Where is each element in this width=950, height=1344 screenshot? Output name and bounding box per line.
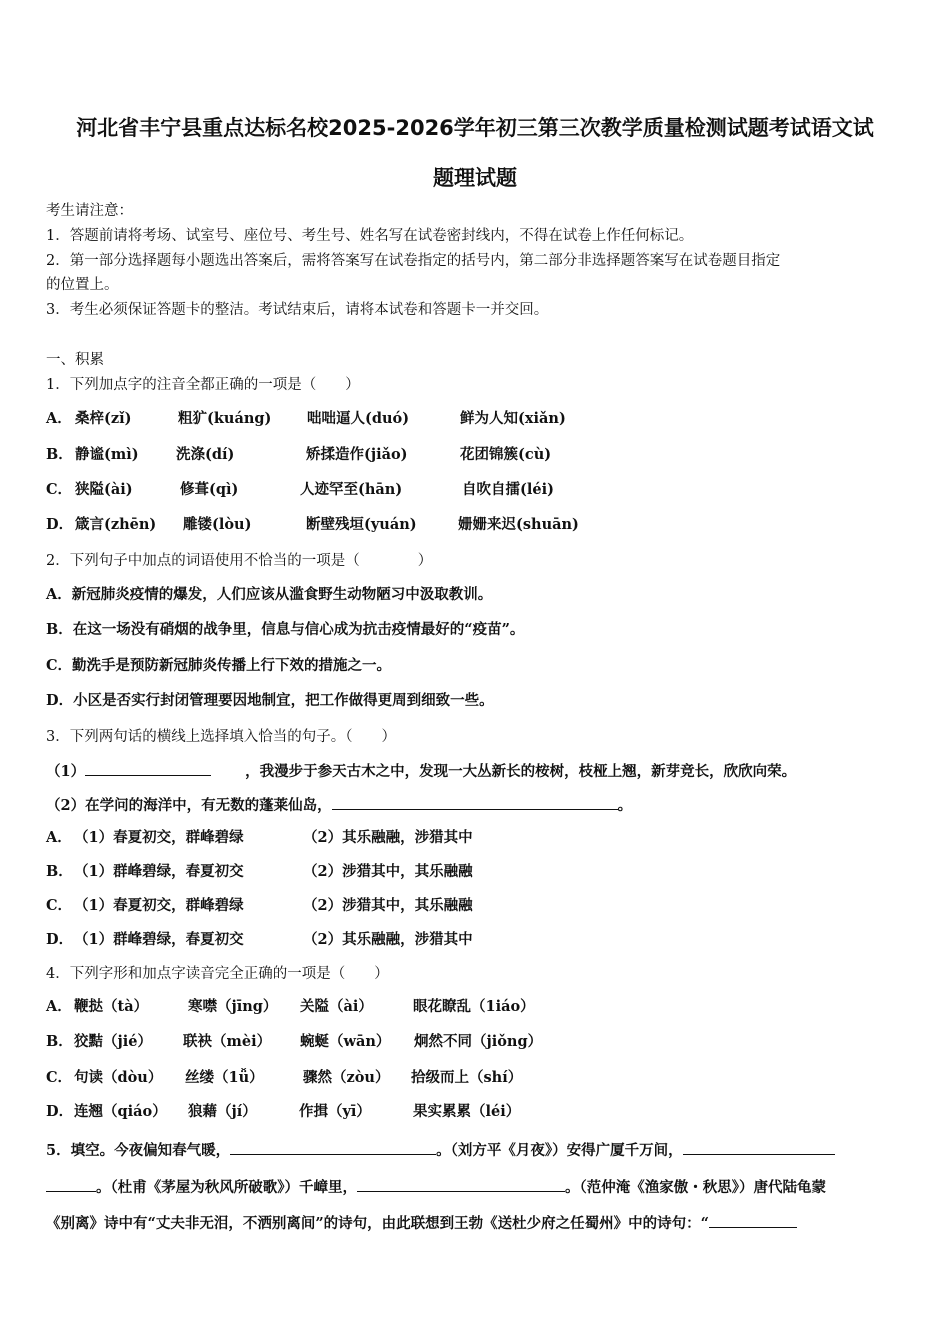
q5-text: 。（杜甫《茅屋为秋风所破歌》）千嶂里， (96, 1179, 357, 1196)
option-item: 断壁残垣(yuán) (306, 516, 417, 533)
q5-text: 。（刘方平《月夜》）安得广厦千万间， (436, 1142, 683, 1159)
q2-option-b: B．在这一场没有硝烟的战争里，信息与信心成为抗击疫情最好的“疫苗”。 (46, 621, 525, 638)
option-item: 狡黠（jié） (74, 1033, 152, 1050)
option-item: 鞭挞（tà） (74, 998, 149, 1015)
notice-item-1: 1．答题前请将考场、试室号、座位号、考生号、姓名写在试卷密封线内，不得在试卷上作任何标记。 (46, 228, 694, 244)
option-part-2: （2）涉猎其中，其乐融融 (303, 863, 473, 880)
option-part-1: （1）春夏初交，群峰碧绿 (74, 897, 244, 914)
option-label: B． (46, 1033, 73, 1050)
q3-stem: 3．下列两句话的横线上选择填入恰当的句子。（ ） (46, 729, 396, 745)
q5-text: 5．填空。今夜偏知春气暖， (46, 1142, 231, 1159)
option-label: A． (46, 410, 72, 427)
notice-item-2-cont: 的位置上。 (46, 277, 119, 293)
sentence-prefix: （2）在学问的海洋中，有无数的蓬莱仙岛， (46, 797, 332, 814)
q3-sentence-2 (46, 795, 632, 816)
page-title-line1: 河北省丰宁县重点达标名校2025-2026学年初三第三次教学质量检测试题考试语文试 (76, 116, 874, 140)
option-item: 箴言(zhēn) (75, 516, 157, 533)
option-item: 联袂（mèi） (183, 1033, 272, 1050)
option-item: 连翘（qiáo） (74, 1103, 167, 1120)
option-part-1: （1）春夏初交，群峰碧绿 (74, 829, 244, 846)
option-item: 姗姗来迟(shuān) (458, 516, 579, 533)
notice-item-2: 2．第一部分选择题每小题选出答案后，需将答案写在试卷指定的括号内，第二部分非选择题答案写在试卷题目指定 (46, 253, 781, 269)
sentence-suffix: 。 (617, 797, 633, 814)
option-item: 寒噤（jīng） (188, 998, 278, 1015)
fill-blank[interactable] (357, 1177, 565, 1192)
option-item: 关隘（ài） (300, 998, 373, 1015)
option-item: 炯然不同（jiǒng） (414, 1033, 543, 1050)
sentence-prefix: （1） (46, 763, 86, 780)
option-label: C． (46, 897, 73, 914)
q2-stem: 2．下列句子中加点的词语使用不恰当的一项是（ ） (46, 553, 433, 569)
option-label: C． (46, 1069, 73, 1086)
option-item: 骤然（zòu） (303, 1069, 390, 1086)
option-part-1: （1）群峰碧绿，春夏初交 (74, 931, 244, 948)
option-item: 花团锦簇(cù) (460, 446, 552, 463)
option-item: 句读（dòu） (74, 1069, 163, 1086)
q5-line-3 (46, 1213, 797, 1234)
option-label: B． (46, 446, 73, 463)
fill-blank[interactable] (683, 1140, 835, 1155)
fill-blank[interactable] (230, 1140, 436, 1155)
option-item: 拾级而上（shí） (411, 1069, 523, 1086)
q5-line-1 (46, 1140, 835, 1161)
option-label: C． (46, 481, 73, 498)
option-item: 果实累累（léi） (413, 1103, 521, 1120)
option-item: 矫揉造作(jiǎo) (306, 446, 408, 463)
option-item: 狼藉（jí） (188, 1103, 257, 1120)
q5-text: 《别离》诗中有“丈夫非无泪，不洒别离间”的诗句，由此联想到王勃《送杜少府之任蜀州》中的诗句：“ (46, 1215, 710, 1232)
option-label: D． (46, 516, 74, 533)
option-item: 桑梓(zǐ) (75, 410, 132, 427)
q2-option-a: A．新冠肺炎疫情的爆发，人们应该从滥食野生动物陋习中汲取教训。 (46, 586, 493, 603)
option-item: 雕镂(lòu) (183, 516, 252, 533)
option-part-2: （2）其乐融融，涉猎其中 (303, 931, 473, 948)
option-item: 咄咄逼人(duó) (307, 410, 410, 427)
fill-blank[interactable] (709, 1213, 797, 1228)
option-item: 狭隘(ài) (75, 481, 133, 498)
sentence-suffix: ，我漫步于参天古木之中，发现一大丛新长的桉树，枝桠上翘，新芽竞长，欣欣向荣。 (245, 763, 797, 780)
option-label: A． (46, 998, 72, 1015)
q1-stem: 1．下列加点字的注音全都正确的一项是（ ） (46, 377, 360, 393)
notice-item-3: 3．考生必须保证答题卡的整洁。考试结束后，请将本试卷和答题卡一并交回。 (46, 302, 549, 318)
section-heading: 一、积累 (46, 352, 104, 368)
q2-option-d: D．小区是否实行封闭管理要因地制宜，把工作做得更周到细致一些。 (46, 692, 494, 709)
option-item: 自吹自擂(léi) (462, 481, 554, 498)
option-label: D． (46, 931, 74, 948)
option-label: A． (46, 829, 72, 846)
option-item: 丝缕（1ǚ） (185, 1069, 264, 1086)
option-label: B． (46, 863, 73, 880)
option-label: D． (46, 1103, 74, 1120)
fill-blank[interactable] (85, 761, 211, 776)
option-part-1: （1）群峰碧绿，春夏初交 (74, 863, 244, 880)
notice-heading: 考生请注意： (46, 203, 133, 219)
q5-text: 。（范仲淹《渔家傲・秋思》）唐代陆龟蒙 (565, 1179, 826, 1196)
option-item: 粗犷(kuáng) (178, 410, 272, 427)
option-item: 眼花瞭乱（1iáo） (413, 998, 535, 1015)
option-part-2: （2）其乐融融，涉猎其中 (303, 829, 473, 846)
option-item: 人迹罕至(hān) (300, 481, 403, 498)
option-item: 静谧(mì) (75, 446, 139, 463)
page-title-line2: 题理试题 (433, 166, 517, 190)
option-item: 鲜为人知(xiǎn) (460, 410, 566, 427)
option-item: 蜿蜒（wān） (300, 1033, 391, 1050)
fill-blank[interactable] (332, 795, 618, 810)
q3-sentence-1 (46, 761, 796, 782)
q4-stem: 4．下列字形和加点字读音完全正确的一项是（ ） (46, 966, 389, 982)
option-item: 洗涤(dí) (176, 446, 235, 463)
option-item: 作揖（yī） (299, 1103, 371, 1120)
q5-line-2 (46, 1177, 826, 1198)
q2-option-c: C．勤洗手是预防新冠肺炎传播上行下效的措施之一。 (46, 657, 392, 674)
option-part-2: （2）涉猎其中，其乐融融 (303, 897, 473, 914)
fill-blank[interactable] (46, 1177, 96, 1192)
option-item: 修葺(qì) (180, 481, 239, 498)
